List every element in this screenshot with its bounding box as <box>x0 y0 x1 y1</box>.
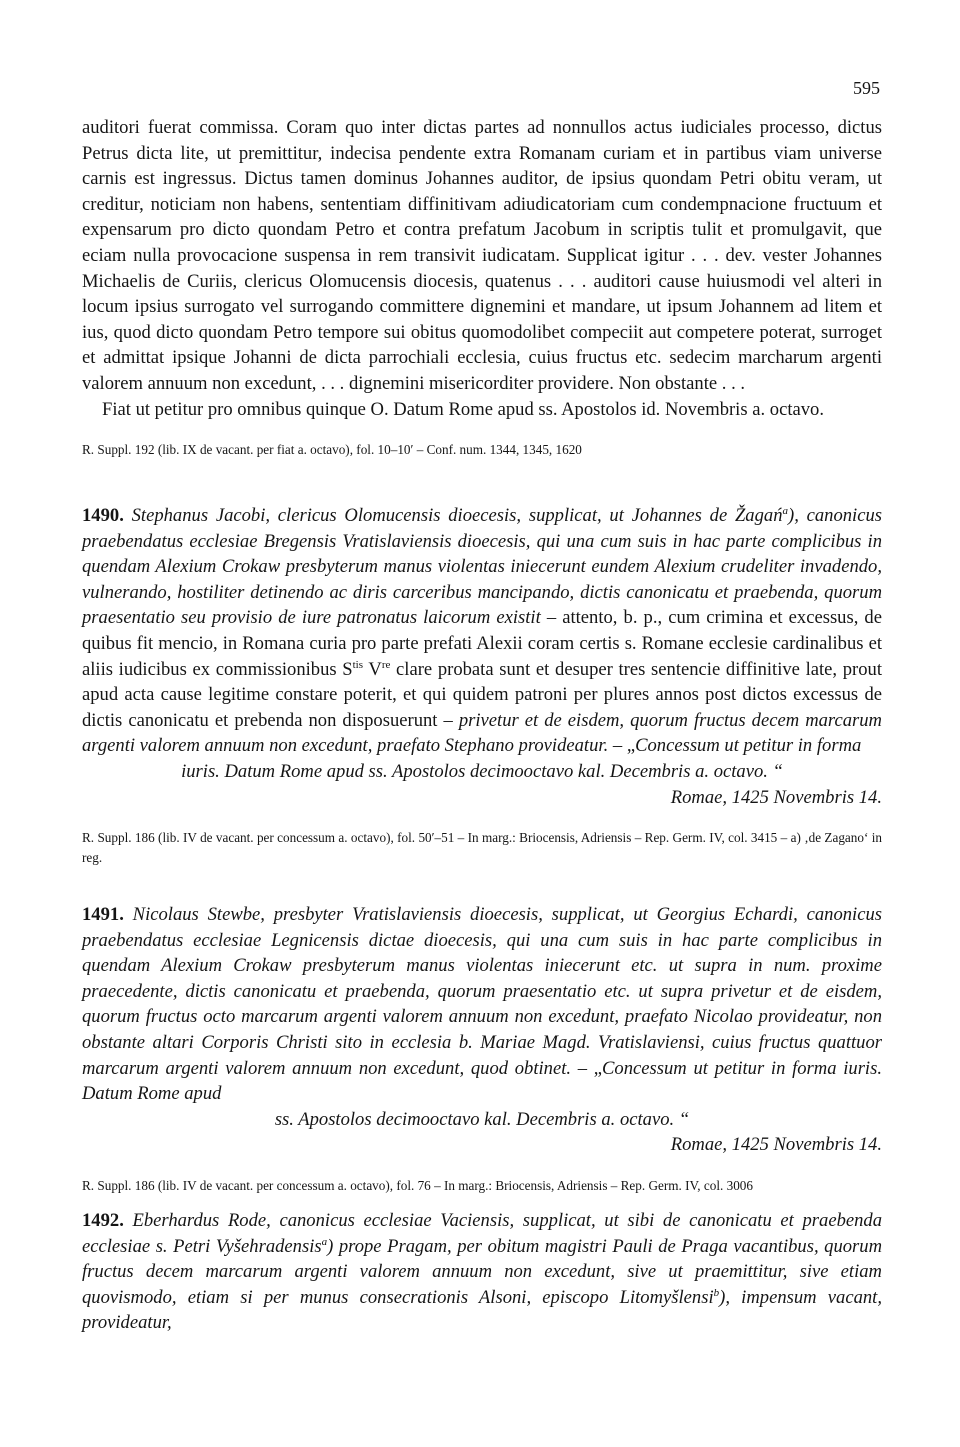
entry-number: 1490. <box>82 505 124 526</box>
footnote-marker: b <box>713 1286 720 1299</box>
entry-1491-body <box>82 902 882 1107</box>
body-text: clare probata sunt et desuper tres sentencie diffinitive late, prout apud acta cause legitime constare poterit, et qui quidem patroni per plures annos post dictos excessus de dictis canonicatu et prebenda non disposuerunt – <box>82 658 882 731</box>
entry-reference: R. Suppl. 186 (lib. IV de vacant. per concessum a. octavo), fol. 50′–51 – In marg.: Briocensis, Adriensis – Rep. Germ. IV, col. 3415 – a) ‚de Zagano‘ in reg. <box>82 830 882 866</box>
quote-text: iuris. Datum Rome apud ss. Apostolos decimooctavo kal. Decembris a. octavo. <box>181 760 768 782</box>
quote-continuation <box>82 1107 882 1133</box>
intro-body: auditori fuerat commissa. Coram quo inter dictas partes ad nonnullos actus iudiciales processo, dictus Petrus dicta lite, ut premittitur, indecisa pendente extra Romanam curiam et in partibus viam universe carnis est ingressus. Dictus tamen dominus Johannes auditor, de ipsius quondam Petri obitu veram, ut creditur, noticiam non habens, sententiam diffinitivam adiudicatoriam cum condempnacione fructuum et expensarum pro dicto quondam Petro et contra prefatum Jacobum in scriptis tulit et promulgavit, que eciam nulla provocacione suspensa in rem transivit iudicatam. Supplicat igitur . . . dev. vester Johannes Michaelis de Curiis, clericus Olomucensis diocesis, quatenus . . . auditori cause huiusmodi vel alteri in locum ipsius surrogato vel surrogando committere dignemini et mandare, ut ipsum Johannem ad litem et ius, quod dicto quondam Petro tempore sui obitus quomodolibet compeciit aut competere poterat, surroget et admittat ipsique Johanni de dicta parrochiali ecclesia, cuius fructus etc. sedecim marcharum argenti valorem annuum non excedunt, . . . dignemini misericorditer providere. Non obstante . . . <box>82 117 882 394</box>
entry-number: 1492. <box>82 1210 124 1231</box>
quote-close: “ <box>767 760 783 782</box>
quote-close: “ <box>674 1108 690 1130</box>
entry-date: Romae, 1425 Novembris 14. <box>670 1134 882 1156</box>
footnote-marker: a <box>782 504 788 517</box>
quote-text: Concessum ut petitur in forma iuris. Datum Rome apud <box>82 1057 882 1105</box>
regest-text: ) prope Pragam, per obitum magistri Pauli de Praga vacantibus, quorum fructus decem marcarum argenti valorem annuum non excedunt, sive ut praemittitur, sive etiam quovismodo, etiam si per munus consecrationis Alsoni, episcopo Litomyšlensi <box>82 1235 883 1308</box>
entry-number: 1491. <box>82 904 124 925</box>
regest-text: ), canonicus praebendatus ecclesiae Bregensis Vratislaviensis dioecesis, qui una cum suis in hac parte complicibus in quendam Alexium Crokaw presbyterum manus violentas iniecerunt eundem Alexium crudeliter invadendo, vulnerando, hostiliter detinendo ac diris carceribus mancipando, dictis canonicatu et praebenda, quorum praesentatio seu provisio de iure patronatus laicorum existit <box>82 505 882 629</box>
quote-text: ss. Apostolos decimooctavo kal. Decembris a. octavo. <box>274 1108 675 1130</box>
intro-reference: R. Suppl. 192 (lib. IX de vacant. per fiat a. octavo), fol. 10–10′ – Conf. num. 1344, 1345, 1620 <box>82 442 582 458</box>
entry-1492 <box>82 1208 882 1336</box>
regest-text: Eberhardus Rode, canonicus ecclesiae Vaciensis, supplicat, ut sibi de canonicatu et praebenda ecclesiae s. Petri Vyšehradensis <box>82 1210 883 1257</box>
regest-text: Stephanus Jacobi, clericus Olomucensis dioecesis, supplicat, ut Johannes de Žagań <box>131 505 783 526</box>
quote-text: Concessum ut petitur in forma <box>635 735 862 757</box>
intro-section <box>82 115 882 460</box>
page-number: 595 <box>853 78 880 98</box>
entry-reference: R. Suppl. 186 (lib. IV de vacant. per concessum a. octavo), fol. 76 – In marg.: Briocensis, Adriensis – Rep. Germ. IV, col. 3006 <box>82 1177 753 1193</box>
body-text: – „ <box>571 1057 603 1079</box>
entry-date: Romae, 1425 Novembris 14. <box>670 786 882 808</box>
abbrev-superscript: re <box>381 658 391 671</box>
footnote-marker: a <box>321 1235 328 1248</box>
regest-text: privetur et de eisdem, quorum fructus decem marcarum argenti valorem annuum non excedunt, praefato Stephano provideatur. <box>82 709 882 757</box>
body-text: – attento, b. p., cum crimina et excessus, de quibus fit mencio, in Romana curia pro parte prefati Alexii coram certis s. Romane ecclesie cardinalibus et aliis iudicibus ex commissionibus S <box>82 607 882 680</box>
body-text: – „ <box>608 735 636 757</box>
entry-1490 <box>82 503 882 868</box>
body-text: V <box>363 658 382 680</box>
entry-1492-body <box>82 1208 882 1336</box>
quote-continuation <box>82 759 882 785</box>
abbrev-superscript: tis <box>352 658 364 671</box>
entry-1490-body <box>82 503 882 759</box>
intro-fiat: Fiat ut petitur pro omnibus quinque O. Datum Rome apud ss. Apostolos id. Novembris a. octavo. <box>102 398 824 420</box>
regest-text: ), impensum vacant, provideatur, <box>82 1286 882 1334</box>
regest-text: Nicolaus Stewbe, presbyter Vratislaviensis dioecesis, supplicat, ut Georgius Echardi, canonicus praebendatus ecclesiae Legnicensis dictae dioecesis, qui una cum suis in hac parte complicibus in quendam Alexium Crokaw presbyterum manus violentas iniecerunt etc. ut supra in num. proxime praecedente, dictis canonicatu et praebenda, quorum praesentatio etc. ut supra privetur et de eisdem, quorum fructus octo marcarum argenti valorem annuum non excedunt, praefato Nicolao provideatur, non obstante altari Corporis Christi sito in ecclesia b. Mariae Magd. Vratislaviensi, cuius fructus quattuor marcarum argenti valorem annuum non excedunt, quod obtinet. <box>82 904 882 1079</box>
entry-1491 <box>82 902 882 1196</box>
